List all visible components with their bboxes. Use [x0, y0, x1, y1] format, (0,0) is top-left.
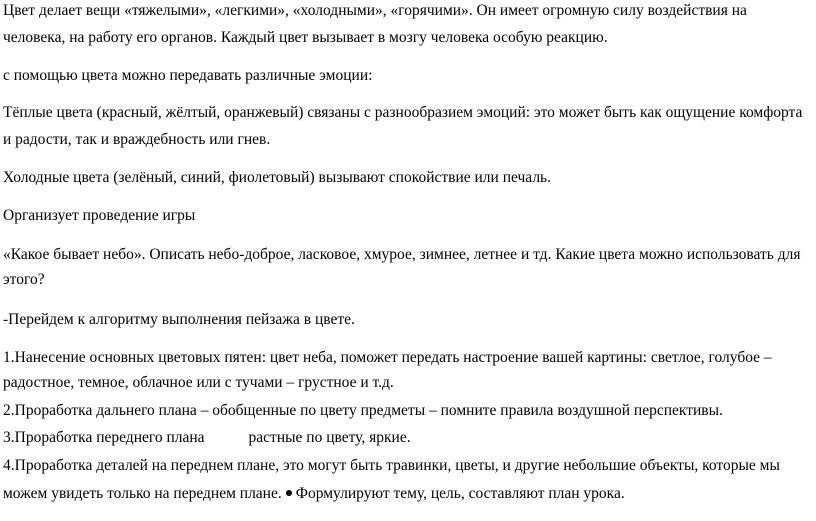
- paragraph-algorithm-intro: -Перейдем к алгоритму выполнения пейзажа в цвете.: [3, 311, 355, 328]
- paragraph-game: Организует проведение игры: [3, 207, 196, 224]
- step-4-line2: [3, 482, 816, 506]
- step-4-bullet-text: Формулируют тему, цель, составляют план урока.: [295, 485, 625, 502]
- paragraph-warm-colors-line1: Тёплые цвета (красный, жёлтый, оранжевый) связаны с разнообразием эмоций: это может быть как ощущение комфорта: [3, 104, 803, 121]
- step-1-line1: 1.Нанесение основных цветовых пятен: цвет неба, поможет передать настроение вашей картины: светлое, голубое –: [3, 349, 772, 366]
- paragraph-warm-colors-line2: и радости, так и враждебность или гнев.: [3, 131, 271, 148]
- step-4-text: можем увидеть только на переднем плане.: [3, 485, 282, 502]
- paragraph-color-weight-line1: Цвет делает вещи «тяжелыми», «легкими», «холодными», «горячими». Он имеет огромную силу воздействия на: [3, 2, 747, 19]
- paragraph-sky-game-line2: этого?: [3, 271, 45, 288]
- step-1-line2: радостное, темное, облачное или с тучами – грустное и т.д.: [3, 374, 394, 391]
- paragraph-color-weight-line2: человека, на работу его органов. Каждый цвет вызывает в мозгу человека особую реакцию.: [3, 29, 608, 46]
- paragraph-cold-colors: Холодные цвета (зелёный, синий, фиолетовый) вызывают спокойствие или печаль.: [3, 169, 551, 186]
- step-3-part1: 3.Проработка переднего плана: [3, 429, 205, 446]
- step-2: 2.Проработка дальнего плана – обобщенные по цвету предметы – помните правила воздушной перспективы.: [3, 402, 723, 419]
- bullet-icon: [286, 490, 292, 496]
- step-3-part2: растные по цвету, яркие.: [248, 429, 411, 446]
- paragraph-sky-game-line1: «Какое бывает небо». Описать небо-доброе, ласковое, хмурое, зимнее, летнее и тд. Какие цвета можно использовать для: [3, 246, 801, 263]
- paragraph-emotions-intro: с помощью цвета можно передавать различные эмоции:: [3, 67, 373, 84]
- step-3: [3, 426, 816, 450]
- step-4-line1: 4.Проработка деталей на переднем плане, это могут быть травинки, цветы, и другие небольшие объекты, которые мы: [3, 457, 780, 474]
